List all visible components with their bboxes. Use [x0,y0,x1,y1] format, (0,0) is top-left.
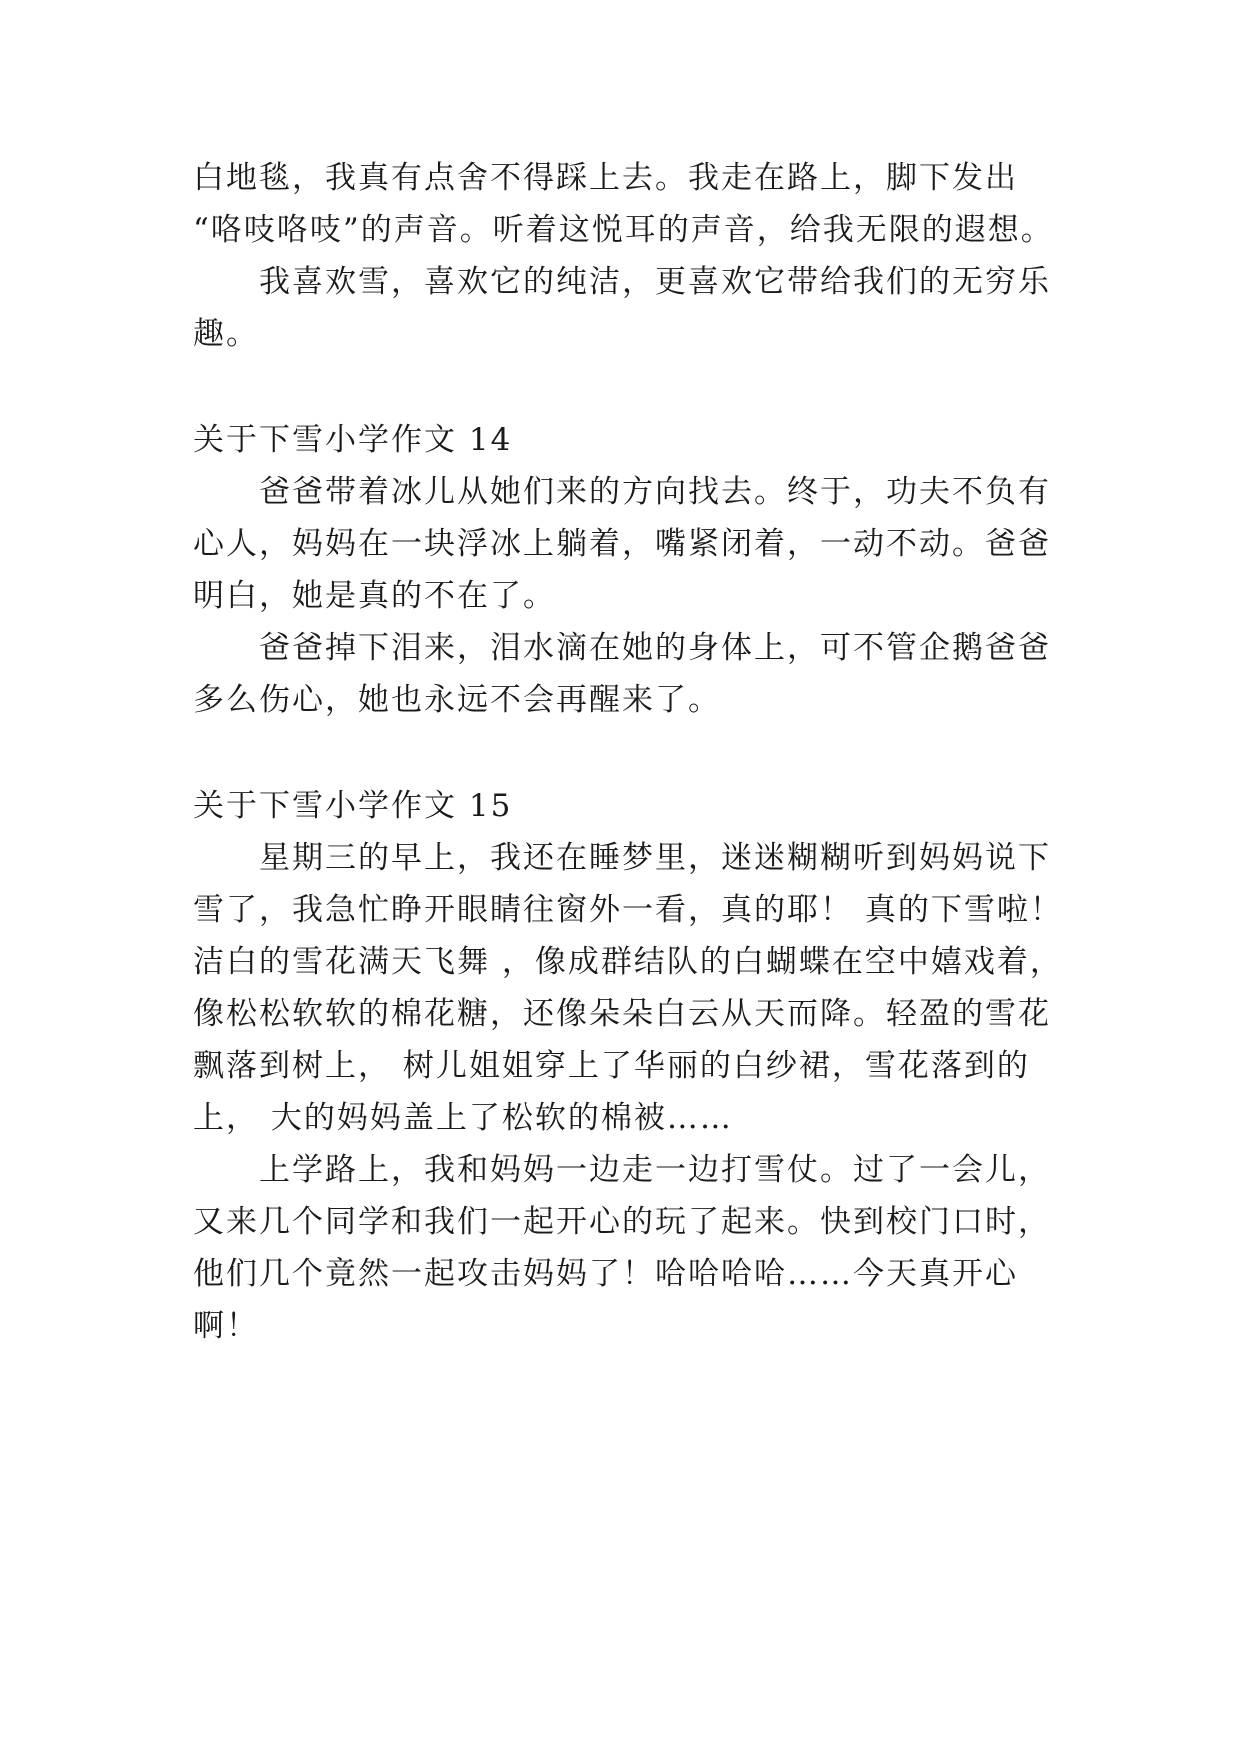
section-title: 关于下雪小学作文 15 [193,788,513,824]
paragraph-line: 爸爸掉下泪来，泪水滴在她的身体上，可不管企鹅爸爸 [259,630,1051,666]
paragraph-line: 白地毯，我真有点舍不得踩上去。我走在路上，脚下发出 [193,160,1018,196]
paragraph-line: 像松松软软的棉花糖，还像朵朵白云从天而降。轻盈的雪花 [193,996,1051,1032]
paragraph-line: “咯吱咯吱”的声音。听着这悦耳的声音，给我无限的遐想。 [193,212,1054,248]
paragraph-line: 趣。 [193,316,259,352]
paragraph-line: 啊！ [193,1308,259,1344]
paragraph-line: 洁白的雪花满天飞舞 ，像成群结队的白蝴蝶在空中嬉戏着， [193,944,1063,980]
paragraph-line: 飘落到树上， 树儿姐姐穿上了华丽的白纱裙，雪花落到的 [193,1048,1030,1084]
paragraph-line: 爸爸带着冰儿从她们来的方向找去。终于，功夫不负有 [259,474,1051,510]
paragraph-line: 多么伤心，她也永远不会再醒来了。 [193,682,721,718]
paragraph-line: 又来几个同学和我们一起开心的玩了起来。快到校门口时， [193,1204,1051,1240]
paragraph-line: 他们几个竟然一起攻击妈妈了！哈哈哈哈……今天真开心 [193,1256,1018,1292]
paragraph-line: 心人，妈妈在一块浮冰上躺着，嘴紧闭着，一动不动。爸爸 [193,526,1051,562]
paragraph-line: 我喜欢雪，喜欢它的纯洁，更喜欢它带给我们的无穷乐 [259,264,1051,300]
section-title: 关于下雪小学作文 14 [193,422,513,458]
paragraph-line: 上学路上，我和妈妈一边走一边打雪仗。过了一会儿， [259,1152,1051,1188]
paragraph-line: 雪了，我急忙睁开眼睛往窗外一看，真的耶！ 真的下雪啦！ [193,892,1063,928]
paragraph-line: 上， 大的妈妈盖上了松软的棉被…… [193,1100,733,1136]
paragraph-line: 明白，她是真的不在了。 [193,578,556,614]
paragraph-line: 星期三的早上，我还在睡梦里，迷迷糊糊听到妈妈说下 [259,840,1051,876]
